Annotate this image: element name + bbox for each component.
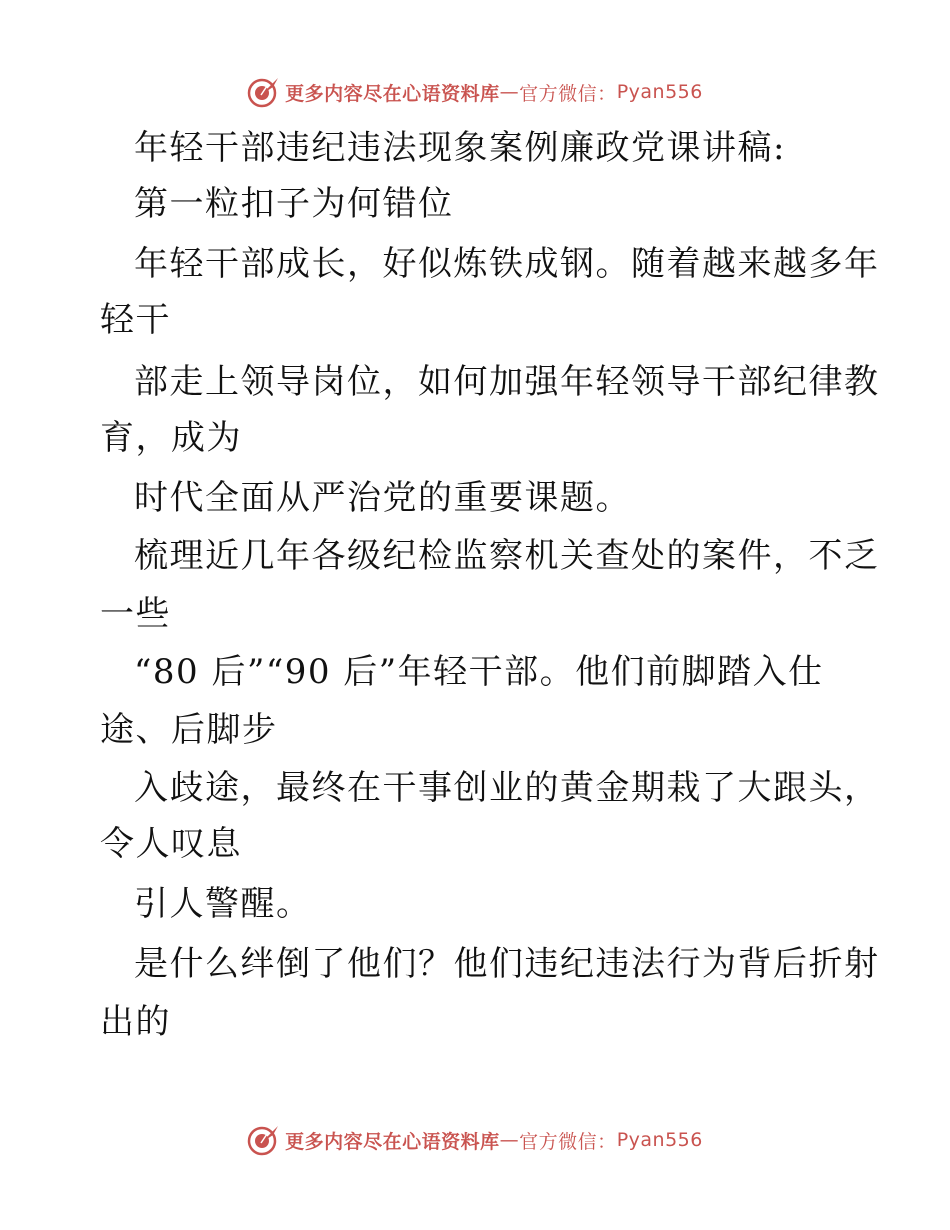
watermark-dash: — <box>499 81 520 103</box>
watermark-footer <box>0 1120 950 1160</box>
watermark-header <box>0 72 950 112</box>
paragraph-line: 途、后脚步 <box>100 710 278 750</box>
quill-logo-icon <box>247 75 281 109</box>
watermark-wechat-id: Pyan556 <box>616 1129 703 1151</box>
paragraph-line: “80 后”“90 后”年轻干部。他们前脚踏入仕 <box>134 652 824 692</box>
paragraph-line: 育，成为 <box>100 418 242 458</box>
paragraph-line: 入歧途，最终在干事创业的黄金期栽了大跟头， <box>134 768 880 808</box>
watermark-label: 官方微信： <box>519 82 617 105</box>
paragraph-line: 部走上领导岗位，如何加强年轻领导干部纪律教 <box>134 362 880 402</box>
paragraph-line: 梳理近几年各级纪检监察机关查处的案件，不乏 <box>134 536 880 576</box>
paragraph-line: 是什么绊倒了他们？他们违纪违法行为背后折射 <box>134 944 880 984</box>
title-line-2: 第一粒扣子为何错位 <box>134 184 454 224</box>
watermark-wechat-id: Pyan556 <box>616 81 703 103</box>
watermark-dash: — <box>499 1129 520 1151</box>
paragraph-line: 时代全面从严治党的重要课题。 <box>134 478 631 518</box>
title-line-1: 年轻干部违纪违法现象案例廉政党课讲稿: <box>134 128 786 168</box>
paragraph-line: 轻干 <box>100 300 171 340</box>
watermark-site-text: 更多内容尽在心语资料库 <box>285 1130 500 1153</box>
paragraph-line: 引人警醒。 <box>134 884 312 924</box>
paragraph-line: 令人叹息 <box>100 824 242 864</box>
watermark-label: 官方微信： <box>519 1130 617 1153</box>
quill-logo-icon <box>247 1123 281 1157</box>
paragraph-line: 一些 <box>100 594 171 634</box>
paragraph-line: 年轻干部成长，好似炼铁成钢。随着越来越多年 <box>134 244 880 284</box>
watermark-site-text: 更多内容尽在心语资料库 <box>285 82 500 105</box>
paragraph-line: 出的 <box>100 1002 171 1042</box>
